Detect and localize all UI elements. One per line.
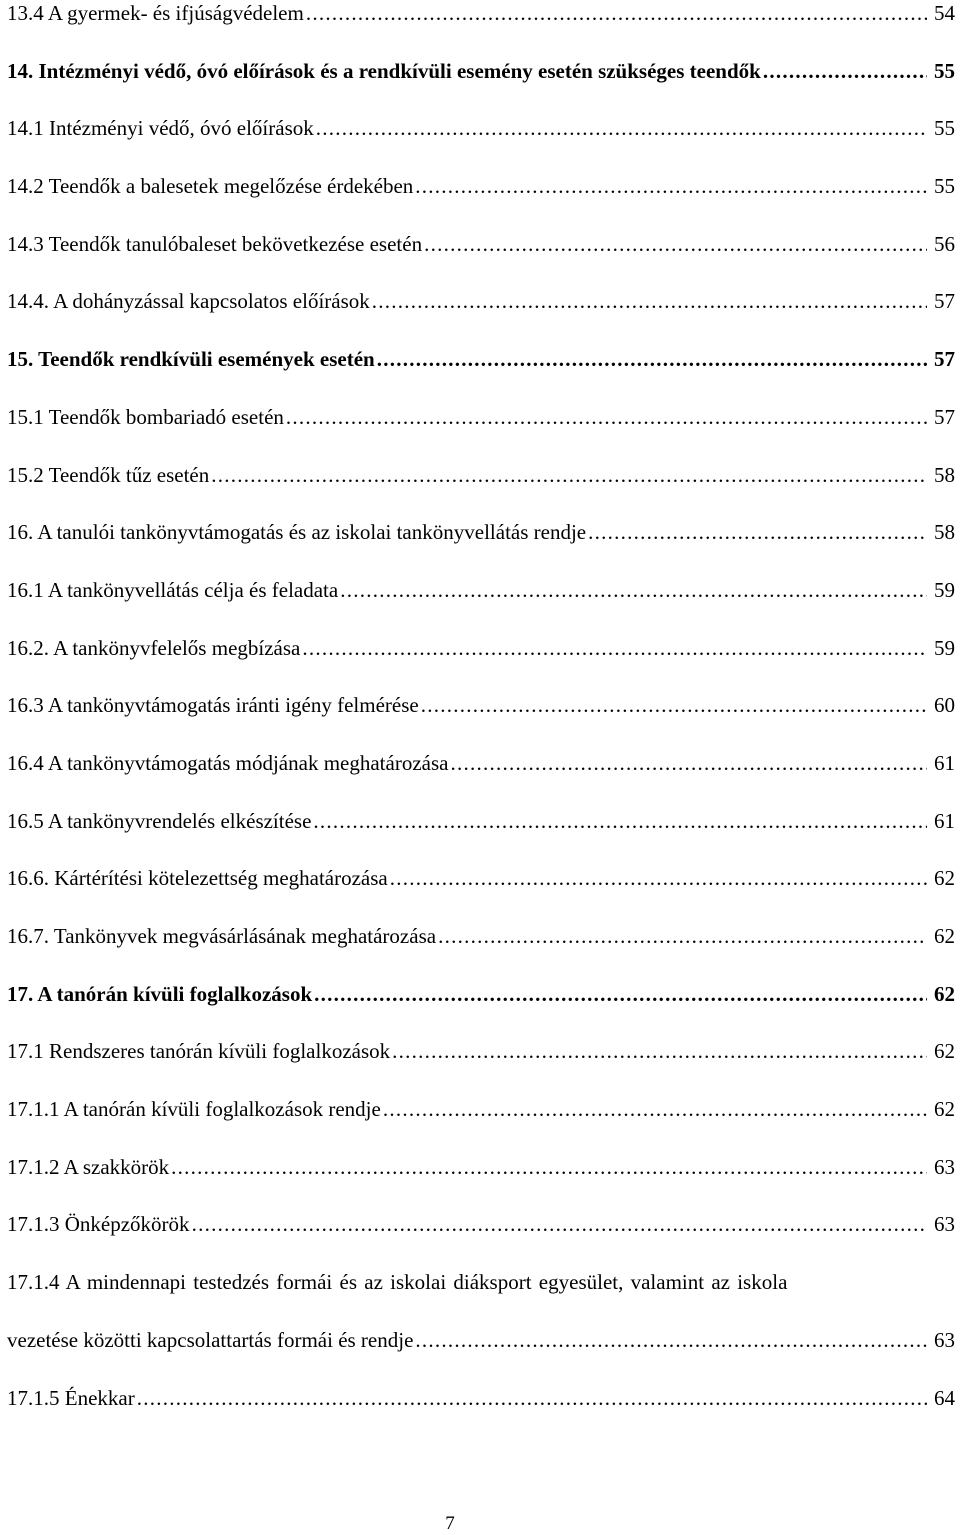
table-of-contents <box>7 0 955 1442</box>
toc-entry-line2 <box>7 1328 955 1386</box>
toc-entry[interactable] <box>7 981 955 1039</box>
toc-entry-label: 15.2 Teendők tűz esetén <box>7 462 210 487</box>
toc-entry-label: 14.4. A dohányzással kapcsolatos előírások <box>7 289 370 314</box>
toc-entry-page: 58 <box>934 520 955 545</box>
toc-entry-label-line2: vezetése közötti kapcsolattartás formái és rendje <box>7 1327 414 1352</box>
toc-entry-label: 16. A tanulói tankönyvtámogatás és az iskolai tankönyvellátás rendje <box>7 520 587 545</box>
toc-leader-dots <box>392 1039 927 1064</box>
toc-entry[interactable] <box>7 462 955 520</box>
toc-leader-dots <box>390 866 927 891</box>
toc-entry-page: 62 <box>934 866 955 891</box>
toc-entry[interactable] <box>7 115 955 173</box>
toc-leader-dots <box>313 809 927 834</box>
toc-leader-dots <box>302 636 927 661</box>
toc-entry-label: 17.1.2 A szakkörök <box>7 1154 170 1179</box>
toc-entry[interactable] <box>7 0 955 58</box>
toc-entry-page: 63 <box>934 1327 955 1352</box>
toc-entry-label: 16.4 A tankönyvtámogatás módjának meghatározása <box>7 750 449 775</box>
toc-leader-dots <box>316 116 927 141</box>
toc-leader-dots <box>438 924 927 949</box>
toc-leader-dots <box>383 1097 927 1122</box>
toc-entry-label: 16.3 A tankönyvtámogatás iránti igény felmérése <box>7 693 419 718</box>
toc-entry-page: 62 <box>934 1097 955 1122</box>
toc-entry[interactable] <box>7 808 955 866</box>
toc-leader-dots <box>763 59 927 84</box>
toc-leader-dots <box>171 1155 927 1180</box>
toc-entry[interactable] <box>7 58 955 116</box>
toc-entry[interactable] <box>7 1211 955 1269</box>
toc-entry-page: 63 <box>934 1154 955 1179</box>
toc-entry[interactable] <box>7 750 955 808</box>
toc-entry[interactable] <box>7 404 955 462</box>
toc-entry-page: 61 <box>934 808 955 833</box>
toc-entry-page: 57 <box>934 347 955 372</box>
toc-entry[interactable] <box>7 692 955 750</box>
toc-entry[interactable] <box>7 635 955 693</box>
toc-entry-page: 58 <box>934 462 955 487</box>
toc-entry-label: 14.2 Teendők a balesetek megelőzése érdekében <box>7 174 414 199</box>
toc-leader-dots <box>192 1212 927 1237</box>
toc-leader-dots <box>421 693 927 718</box>
toc-entry-page: 57 <box>934 404 955 429</box>
toc-entry-label: 16.5 A tankönyvrendelés elkészítése <box>7 808 312 833</box>
toc-entry-page: 55 <box>934 116 955 141</box>
toc-entry-label: 17. A tanórán kívüli foglalkozások <box>7 981 313 1006</box>
toc-leader-dots <box>415 174 927 199</box>
toc-entry[interactable] <box>7 231 955 289</box>
toc-leader-dots <box>588 520 927 545</box>
toc-entry-label: 16.7. Tankönyvek megvásárlásának meghatározása <box>7 924 437 948</box>
toc-entry[interactable] <box>7 1096 955 1154</box>
toc-entry-page: 60 <box>934 693 955 718</box>
toc-leader-dots <box>137 1386 927 1411</box>
toc-entry-label: 17.1.5 Énekkar <box>7 1385 135 1410</box>
toc-entry[interactable] <box>7 346 955 404</box>
toc-entry-label: 16.6. Kártérítési kötelezettség meghatározása <box>7 866 388 891</box>
toc-entry[interactable] <box>7 923 955 981</box>
page-number: 7 <box>445 1513 455 1534</box>
toc-entry-label-line1: 17.1.4 A mindennapi testedzés formái és az iskolai diáksport egyesület, valamint az iskola <box>7 1270 788 1295</box>
toc-leader-dots <box>450 751 927 776</box>
toc-entry-page: 63 <box>934 1212 955 1237</box>
toc-entry-page: 57 <box>934 289 955 314</box>
toc-leader-dots <box>377 347 927 372</box>
toc-entry-label: 14.1 Intézményi védő, óvó előírások <box>7 116 314 141</box>
toc-leader-dots <box>306 1 927 26</box>
toc-entry-page: 61 <box>934 750 955 775</box>
toc-leader-dots <box>372 289 927 314</box>
toc-entry-label: 16.2. A tankönyvfelelős megbízása <box>7 635 301 660</box>
toc-entry-label: 16.1 A tankönyvellátás célja és feladata <box>7 577 339 602</box>
toc-entry-label: 17.1 Rendszeres tanórán kívüli foglalkozások <box>7 1039 391 1064</box>
toc-leader-dots <box>415 1328 927 1353</box>
toc-leader-dots <box>286 405 927 430</box>
toc-entry-page: 56 <box>934 231 955 256</box>
toc-entry-label: 14. Intézményi védő, óvó előírások és a rendkívüli esemény esetén szükséges teendők <box>7 58 761 83</box>
toc-entry[interactable] <box>7 1154 955 1212</box>
toc-entry-label: 15.1 Teendők bombariadó esetén <box>7 404 284 429</box>
toc-entry[interactable] <box>7 865 955 923</box>
toc-entry-page: 62 <box>934 981 955 1006</box>
toc-entry-label: 13.4 A gyermek- és ifjúságvédelem <box>7 1 304 25</box>
toc-entry[interactable] <box>7 577 955 635</box>
toc-leader-dots <box>340 578 927 603</box>
toc-entry-page: 59 <box>934 577 955 602</box>
toc-entry-page: 54 <box>934 1 955 25</box>
toc-entry[interactable] <box>7 519 955 577</box>
toc-leader-dots <box>211 463 927 488</box>
toc-entry-wrapped[interactable] <box>7 1269 955 1384</box>
toc-entry-page: 59 <box>934 635 955 660</box>
toc-entry-label: 14.3 Teendők tanulóbaleset bekövetkezése esetén <box>7 231 423 256</box>
toc-entry-page: 64 <box>934 1385 955 1410</box>
toc-entry-label: 17.1.3 Önképzőkörök <box>7 1212 190 1237</box>
toc-entry-label: 17.1.1 A tanórán kívüli foglalkozások rendje <box>7 1097 381 1122</box>
toc-entry[interactable] <box>7 173 955 231</box>
toc-entry[interactable] <box>7 1038 955 1096</box>
toc-entry-page: 62 <box>934 1039 955 1064</box>
toc-entry[interactable] <box>7 288 955 346</box>
toc-entry-page: 62 <box>934 924 955 948</box>
toc-entry-label: 15. Teendők rendkívüli események esetén <box>7 347 375 372</box>
toc-entry[interactable] <box>7 1385 955 1443</box>
toc-leader-dots <box>314 982 927 1007</box>
toc-leader-dots <box>424 232 927 257</box>
toc-entry-page: 55 <box>934 174 955 199</box>
toc-entry-page: 55 <box>934 58 955 83</box>
